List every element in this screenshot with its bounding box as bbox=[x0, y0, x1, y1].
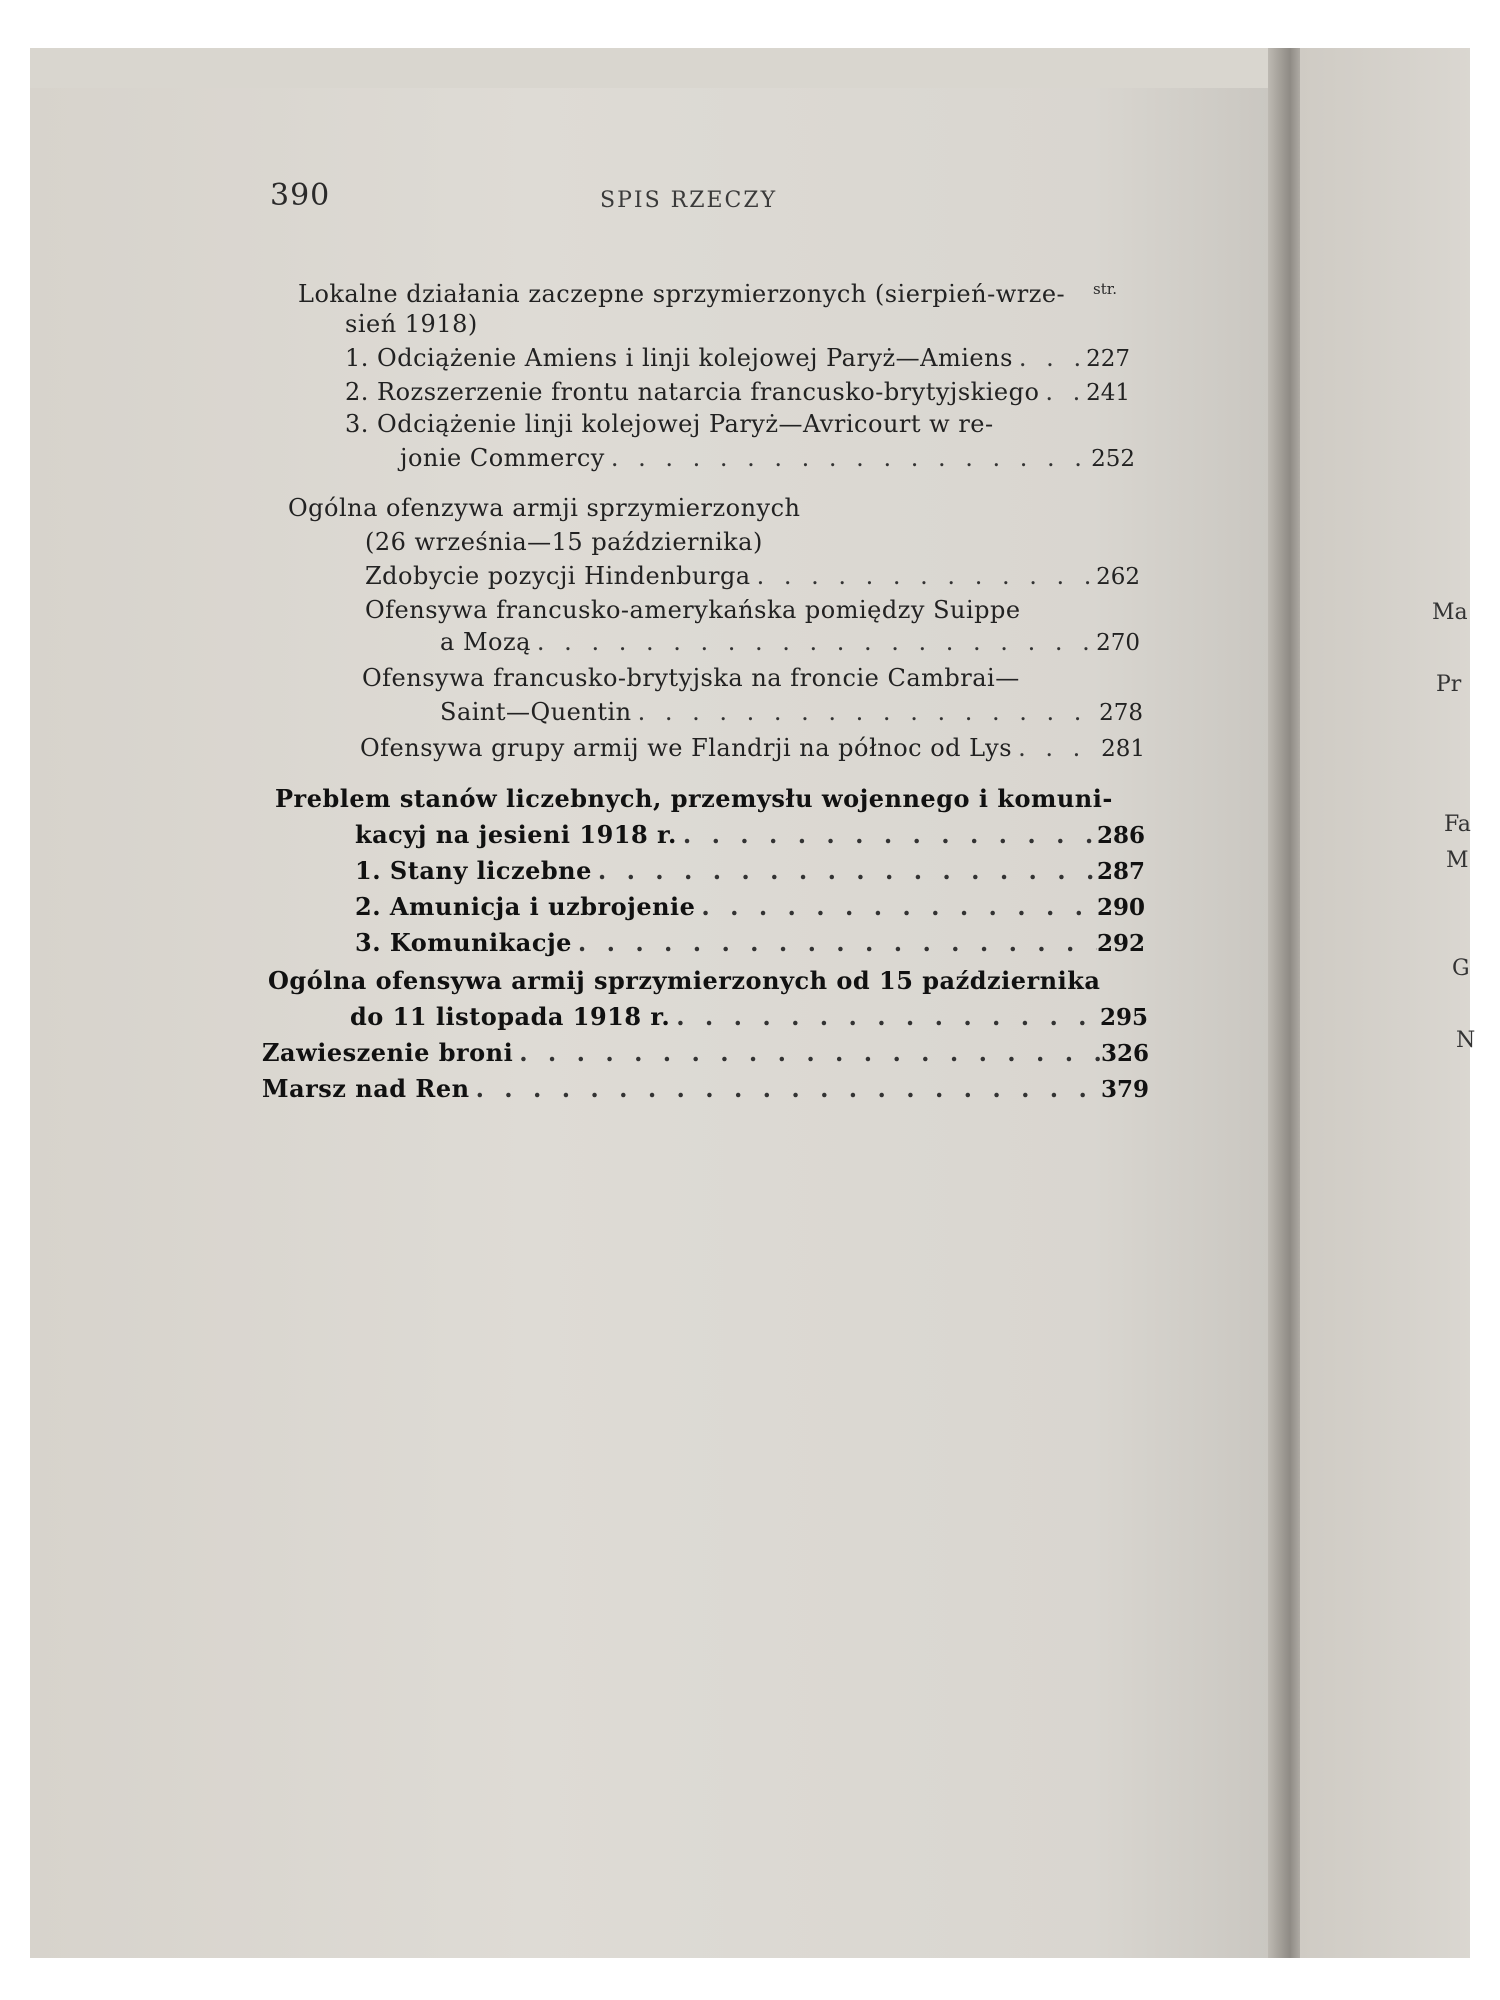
toc-entry bbox=[400, 444, 1135, 472]
toc-entry bbox=[355, 856, 1145, 885]
toc-entry-text: Zawieszenie broni bbox=[262, 1038, 514, 1067]
toc-entry-page: 252 bbox=[1091, 446, 1135, 472]
toc-entry-text: 2. Amunicja i uzbrojenie bbox=[355, 892, 696, 921]
toc-entry-text: sień 1918) bbox=[345, 310, 478, 338]
toc-entry-text: 3. Odciążenie linji kolejowej Paryż—Avricourt w re- bbox=[345, 410, 994, 438]
toc-entry-page: 379 bbox=[1101, 1076, 1150, 1103]
toc-entry bbox=[365, 562, 1140, 590]
right-page bbox=[1300, 48, 1470, 1958]
toc-entry-text: Lokalne działania zaczepne sprzymierzonych (sierpień-wrze- bbox=[298, 280, 1066, 308]
right-page-text-fragment: M bbox=[1446, 848, 1469, 873]
leader-dots bbox=[592, 856, 1097, 885]
toc-entry-text: 1. Odciążenie Amiens i linji kolejowej Paryż—Amiens bbox=[345, 344, 1013, 372]
toc-entry-text: do 11 listopada 1918 r. bbox=[350, 1002, 671, 1031]
toc-entry bbox=[355, 928, 1145, 957]
toc-entry bbox=[440, 698, 1143, 726]
toc-entry bbox=[275, 784, 1113, 813]
page-column-label: str. bbox=[1093, 280, 1118, 298]
toc-entry-text: a Mozą bbox=[440, 628, 531, 656]
toc-entry-page: 278 bbox=[1099, 700, 1143, 726]
toc-entry-text: 2. Rozszerzenie frontu natarcia francusko-brytyjskiego bbox=[345, 378, 1040, 406]
toc-entry-page: 241 bbox=[1086, 380, 1130, 406]
toc-entry bbox=[355, 892, 1145, 921]
toc-entry-page: 227 bbox=[1086, 346, 1130, 372]
leader-dots bbox=[531, 628, 1092, 656]
leader-dots bbox=[1013, 344, 1082, 372]
leader-dots bbox=[572, 928, 1097, 957]
toc-entry-text: Marsz nad Ren bbox=[262, 1074, 470, 1103]
leader-dots bbox=[677, 820, 1097, 849]
toc-entry bbox=[365, 528, 965, 556]
toc-entry-text: Ofensywa grupy armij we Flandrji na północ od Lys bbox=[360, 734, 1013, 762]
running-title: SPIS RZECZY bbox=[600, 188, 778, 213]
toc-entry bbox=[355, 820, 1145, 849]
right-page-text-fragment: Ma bbox=[1432, 600, 1468, 625]
toc-entry-text: kacyj na jesieni 1918 r. bbox=[355, 820, 677, 849]
toc-entry-page: 286 bbox=[1097, 822, 1146, 849]
leader-dots bbox=[470, 1074, 1101, 1103]
toc-entry bbox=[262, 1038, 1149, 1067]
leader-dots bbox=[1012, 734, 1097, 762]
toc-entry-text: 3. Komunikacje bbox=[355, 928, 572, 957]
leader-dots bbox=[513, 1038, 1101, 1067]
toc-entry-text: Ogólna ofenzywa armji sprzymierzonych bbox=[288, 494, 801, 522]
right-page-text-fragment: Fa bbox=[1444, 812, 1471, 837]
toc-entry-text: Saint—Quentin bbox=[440, 698, 632, 726]
toc-entry-text: Preblem stanów liczebnych, przemysłu wojennego i komuni- bbox=[275, 784, 1113, 813]
toc-entry bbox=[365, 596, 1085, 624]
toc-entry-text: Ogólna ofensywa armij sprzymierzonych od 15 października bbox=[268, 966, 1101, 995]
toc-entry bbox=[268, 966, 1103, 995]
toc-entry-text: 1. Stany liczebne bbox=[355, 856, 592, 885]
toc-entry bbox=[262, 1074, 1149, 1103]
toc-entry bbox=[345, 344, 1130, 372]
leader-dots bbox=[751, 562, 1092, 590]
page-number: 390 bbox=[270, 178, 331, 213]
toc-entry-text: Ofensywa francusko-brytyjska na froncie Cambrai— bbox=[362, 664, 1020, 692]
toc-entry-page: 270 bbox=[1096, 630, 1140, 656]
toc-entry-page: 295 bbox=[1100, 1004, 1149, 1031]
right-page-text-fragment: G bbox=[1452, 956, 1470, 981]
toc-entry bbox=[350, 1002, 1148, 1031]
toc-entry-text: Zdobycie pozycji Hindenburga bbox=[365, 562, 751, 590]
toc-entry-page: 292 bbox=[1097, 930, 1146, 957]
toc-entry bbox=[362, 664, 1092, 692]
leader-dots bbox=[1039, 378, 1082, 406]
toc-entry-text: (26 września—15 października) bbox=[365, 528, 763, 556]
toc-entry bbox=[345, 410, 1080, 438]
leader-dots bbox=[632, 698, 1095, 726]
toc-entry-page: 290 bbox=[1097, 894, 1146, 921]
toc-entry bbox=[440, 628, 1140, 656]
right-page-text-fragment: Pr bbox=[1436, 672, 1462, 697]
toc-entry-page: 326 bbox=[1101, 1040, 1150, 1067]
leader-dots bbox=[670, 1002, 1100, 1031]
toc-entry bbox=[345, 378, 1130, 406]
toc-entry bbox=[345, 310, 745, 338]
leader-dots bbox=[695, 892, 1097, 921]
toc-entry-page: 262 bbox=[1096, 564, 1140, 590]
toc-entry-page: 287 bbox=[1097, 858, 1146, 885]
toc-entry bbox=[360, 734, 1145, 762]
right-page-text-fragment: N bbox=[1456, 1028, 1476, 1053]
leader-dots bbox=[605, 444, 1087, 472]
toc-entry-text: jonie Commercy bbox=[400, 444, 605, 472]
toc-entry bbox=[288, 494, 988, 522]
toc-entry-page: 281 bbox=[1101, 736, 1145, 762]
toc-entry bbox=[298, 280, 1073, 308]
toc-entry-text: Ofensywa francusko-amerykańska pomiędzy Suippe bbox=[365, 596, 1021, 624]
